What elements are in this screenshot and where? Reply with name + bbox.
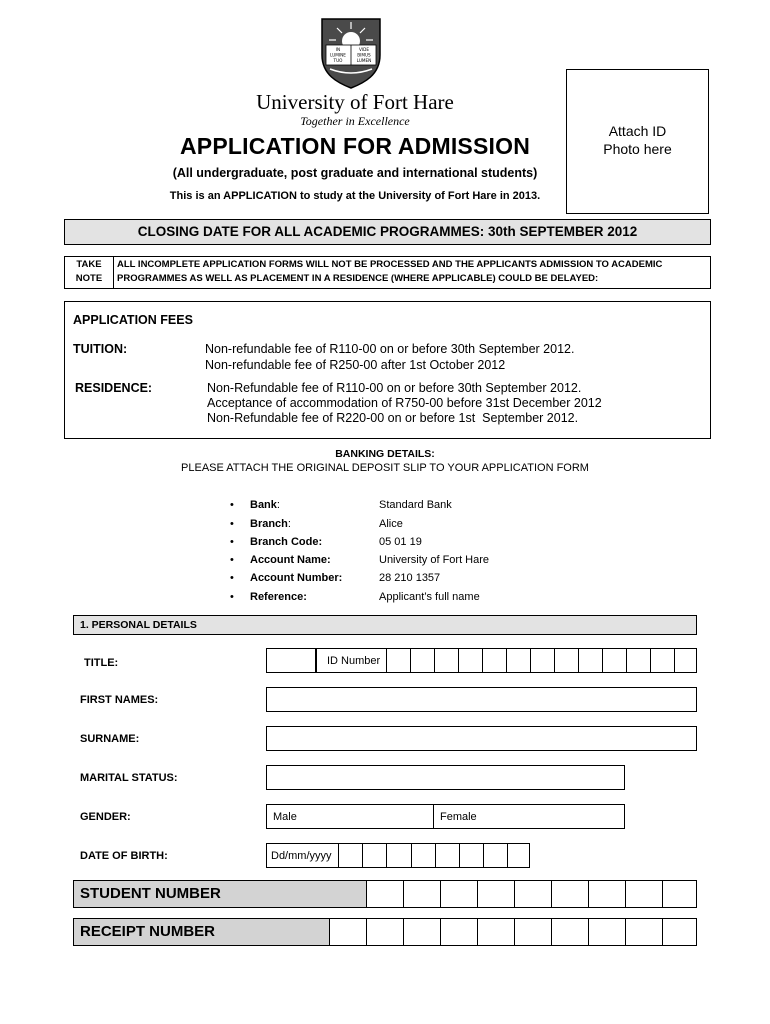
first-names-label: FIRST NAMES: [80, 694, 159, 706]
id-number-label: ID Number [327, 655, 381, 667]
first-names-field[interactable] [266, 687, 697, 712]
id-digit-cell[interactable] [578, 649, 579, 672]
dob-cell[interactable] [507, 844, 508, 867]
branch-key-colon: : [287, 518, 291, 530]
account-name-key: Account Name: [250, 554, 331, 566]
residence-fees-text: Non-Refundable fee of R110-00 on or before 30th September 2012. Acceptance of accommodation of R750-00 before 31st December 2012 Non-Refundable fee of R220-00 on or before 1st September 2012. [207, 381, 602, 425]
title-field[interactable] [266, 648, 316, 673]
take-note-label: TAKE NOTE [65, 257, 114, 289]
receipt-number-field[interactable] [73, 918, 697, 946]
marital-status-label: MARITAL STATUS: [80, 772, 178, 784]
gender-field [266, 804, 625, 829]
crest-text-1: IN [335, 47, 341, 52]
id-digit-cell[interactable] [410, 649, 411, 672]
bullet-icon: • [230, 591, 234, 603]
id-digit-cell[interactable] [602, 649, 603, 672]
id-photo-box[interactable]: Attach ID Photo here [566, 69, 709, 214]
page-title: APPLICATION FOR ADMISSION [180, 133, 530, 159]
dob-cell[interactable] [362, 844, 363, 867]
id-digit-cell[interactable] [434, 649, 435, 672]
dob-cell[interactable] [411, 844, 412, 867]
banking-details-title: BANKING DETAILS: [335, 448, 435, 460]
tuition-label: TUITION: [73, 342, 128, 356]
id-digit-cell[interactable] [458, 649, 459, 672]
bullet-icon: • [230, 499, 234, 511]
date-of-birth-label: DATE OF BIRTH: [80, 850, 168, 862]
fees-title: APPLICATION FEES [73, 313, 193, 327]
branch-code-key: Branch Code: [250, 536, 323, 548]
dob-cell[interactable] [459, 844, 460, 867]
university-crest-logo [320, 17, 382, 89]
bank-key: Bank [250, 499, 277, 511]
title-label: TITLE: [84, 657, 119, 669]
date-of-birth-field[interactable] [266, 843, 530, 868]
id-digit-cell[interactable] [530, 649, 531, 672]
surname-label: SURNAME: [80, 733, 140, 745]
marital-status-field[interactable] [266, 765, 625, 790]
id-digit-cell[interactable] [626, 649, 627, 672]
tuition-fees-text: Non-refundable fee of R110-00 on or before 30th September 2012. Non-refundable fee of R250-00 after 1st October 2012 [205, 342, 575, 372]
dob-cell[interactable] [338, 844, 339, 867]
application-fees-box [64, 301, 711, 439]
page-subtitle: (All undergraduate, post graduate and international students) [172, 166, 538, 180]
id-digit-cell[interactable] [554, 649, 555, 672]
account-name-value: University of Fort Hare [379, 554, 490, 566]
crest-text-2: VIDE [359, 47, 369, 52]
branch-key: Branch [250, 518, 288, 530]
surname-field[interactable] [266, 726, 697, 751]
banking-details-instruction: PLEASE ATTACH THE ORIGINAL DEPOSIT SLIP TO YOUR APPLICATION FORM [181, 462, 589, 474]
bullet-icon: • [230, 536, 234, 548]
gender-male-option[interactable]: Male [273, 811, 297, 823]
closing-date-banner: CLOSING DATE FOR ALL ACADEMIC PROGRAMMES: 30th SEPTEMBER 2012 [64, 219, 711, 245]
reference-key: Reference: [250, 591, 307, 603]
crest-text-3: LUMINE [330, 52, 346, 58]
crest-text-4: BIMUS [357, 52, 371, 58]
bank-key-colon: : [276, 499, 280, 511]
receipt-number-label: RECEIPT NUMBER [74, 919, 329, 945]
bullet-icon: • [230, 518, 234, 530]
bullet-icon: • [230, 554, 234, 566]
id-digit-cell[interactable] [482, 649, 483, 672]
dob-cell[interactable] [483, 844, 484, 867]
id-digit-cell[interactable] [650, 649, 651, 672]
dob-cell[interactable] [386, 844, 387, 867]
id-number-field[interactable] [316, 648, 697, 673]
take-note-text: ALL INCOMPLETE APPLICATION FORMS WILL NOT BE PROCESSED AND THE APPLICANTS ADMISSION TO ACADEMIC PROGRAMMES AS WELL AS PLACEMENT IN A RESIDENCE (WHERE APPLICABLE) COULD BE DELAYED: [117, 259, 663, 284]
student-number-label: STUDENT NUMBER [74, 881, 366, 907]
date-format-hint: Dd/mm/yyyy [271, 850, 332, 862]
account-number-value: 28 210 1357 [379, 572, 441, 584]
take-note-box [64, 256, 711, 289]
intro-text: This is an APPLICATION to study at the University of Fort Hare in 2013. [169, 190, 541, 202]
gender-female-option[interactable]: Female [440, 811, 477, 823]
personal-details-header: 1. PERSONAL DETAILS [73, 615, 697, 635]
residence-label: RESIDENCE: [75, 381, 153, 395]
crest-text-5: TUO [333, 58, 343, 63]
branch-code-value: 05 01 19 [379, 536, 422, 548]
bullet-icon: • [230, 572, 234, 584]
gender-label: GENDER: [80, 811, 131, 823]
branch-value: Alice [379, 518, 403, 530]
university-name: University of Fort Hare [256, 90, 454, 114]
reference-value: Applicant’s full name [379, 591, 480, 603]
bank-value: Standard Bank [379, 499, 452, 511]
dob-cell[interactable] [435, 844, 436, 867]
id-digit-cell[interactable] [386, 649, 387, 672]
account-number-key: Account Number: [250, 572, 343, 584]
student-number-field[interactable] [73, 880, 697, 908]
id-digit-cell[interactable] [674, 649, 675, 672]
university-motto: Together in Excellence [300, 114, 410, 128]
crest-text-6: LUMEN [356, 58, 372, 63]
id-digit-cell[interactable] [506, 649, 507, 672]
